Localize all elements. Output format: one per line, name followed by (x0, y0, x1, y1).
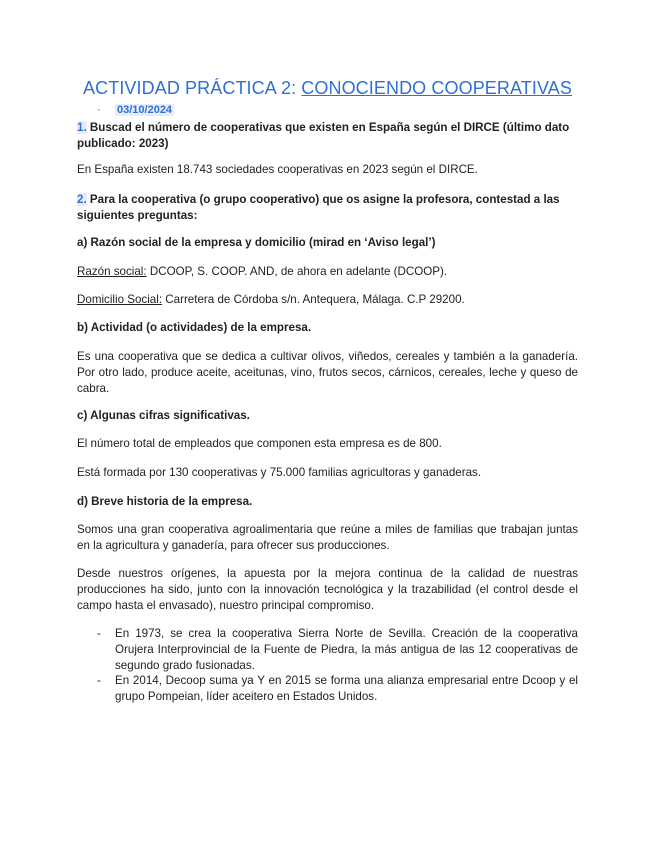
list-dash: - (97, 627, 101, 640)
list-item (97, 626, 578, 674)
question-2-number: 2. (77, 193, 87, 206)
section-b-heading: b) Actividad (o actividades) de la empresa. (77, 321, 312, 334)
domicilio-social (77, 292, 578, 308)
razon-social (77, 264, 578, 280)
section-d-text-2: Desde nuestros orígenes, la apuesta por la mejora continua de la calidad de nuestras producciones ha sido, junto con la innovación tecnológica y la trazabilidad (el control desde el campo hasta el envasado), nuestro principal compromiso. (77, 567, 578, 612)
question-1-text: Buscad el número de cooperativas que existen en España según el DIRCE (último dato publicado: 2023) (77, 121, 570, 150)
question-2-text: Para la cooperativa (o grupo cooperativo) que os asigne la profesora, contestad a las siguientes preguntas: (77, 193, 560, 222)
page-title (77, 78, 578, 99)
razon-social-label: Razón social: (77, 265, 147, 278)
list-dash: - (97, 674, 101, 687)
date-line (97, 104, 174, 116)
date-bullet: · (97, 104, 101, 116)
title-underlined: CONOCIENDO COOPERATIVAS (301, 78, 572, 98)
question-1 (77, 120, 578, 152)
title-prefix: ACTIVIDAD PRÁCTICA 2: (83, 78, 302, 98)
section-c-text-1: El número total de empleados que componen esta empresa es de 800. (77, 437, 442, 450)
section-a-heading: a) Razón social de la empresa y domicilio (mirad en ‘Aviso legal’) (77, 236, 436, 249)
domicilio-social-label: Domicilio Social: (77, 293, 163, 306)
list-item (97, 673, 578, 705)
question-1-number: 1. (77, 121, 87, 134)
list-item-text: En 2014, Decoop suma ya Y en 2015 se forma una alianza empresarial entre Dcoop y el grupo Pompeian, líder aceitero en Estados Unidos. (115, 674, 578, 703)
razon-social-value: DCOOP, S. COOP. AND, de ahora en adelante (DCOOP). (146, 265, 448, 278)
section-c-text-2: Está formada por 130 cooperativas y 75.000 familias agricultoras y ganaderas. (77, 466, 482, 479)
section-c-heading: c) Algunas cifras significativas. (77, 409, 250, 422)
section-d-heading: d) Breve historia de la empresa. (77, 495, 253, 508)
question-2 (77, 192, 578, 224)
date: 03/10/2024 (117, 104, 173, 116)
section-d-text-1: Somos una gran cooperativa agroalimentaria que reúne a miles de familias que trabajan juntas en la agricultura y ganadería, para ofrecer sus producciones. (77, 523, 578, 552)
domicilio-social-value: Carretera de Córdoba s/n. Antequera, Málaga. C.P 29200. (162, 293, 465, 306)
question-1-answer: En España existen 18.743 sociedades cooperativas en 2023 según el DIRCE. (77, 163, 478, 176)
list-item-text: En 1973, se crea la cooperativa Sierra Norte de Sevilla. Creación de la cooperativa Orujera Interprovincial de la Fuente de Piedra, la más antigua de las 12 cooperativas de segundo grado fusionadas. (115, 627, 578, 672)
section-b-text: Es una cooperativa que se dedica a cultivar olivos, viñedos, cereales y también a la ganadería. Por otro lado, produce aceite, aceitunas, vino, frutos secos, cárnicos, cereales, leche y queso de cabra. (77, 350, 578, 395)
